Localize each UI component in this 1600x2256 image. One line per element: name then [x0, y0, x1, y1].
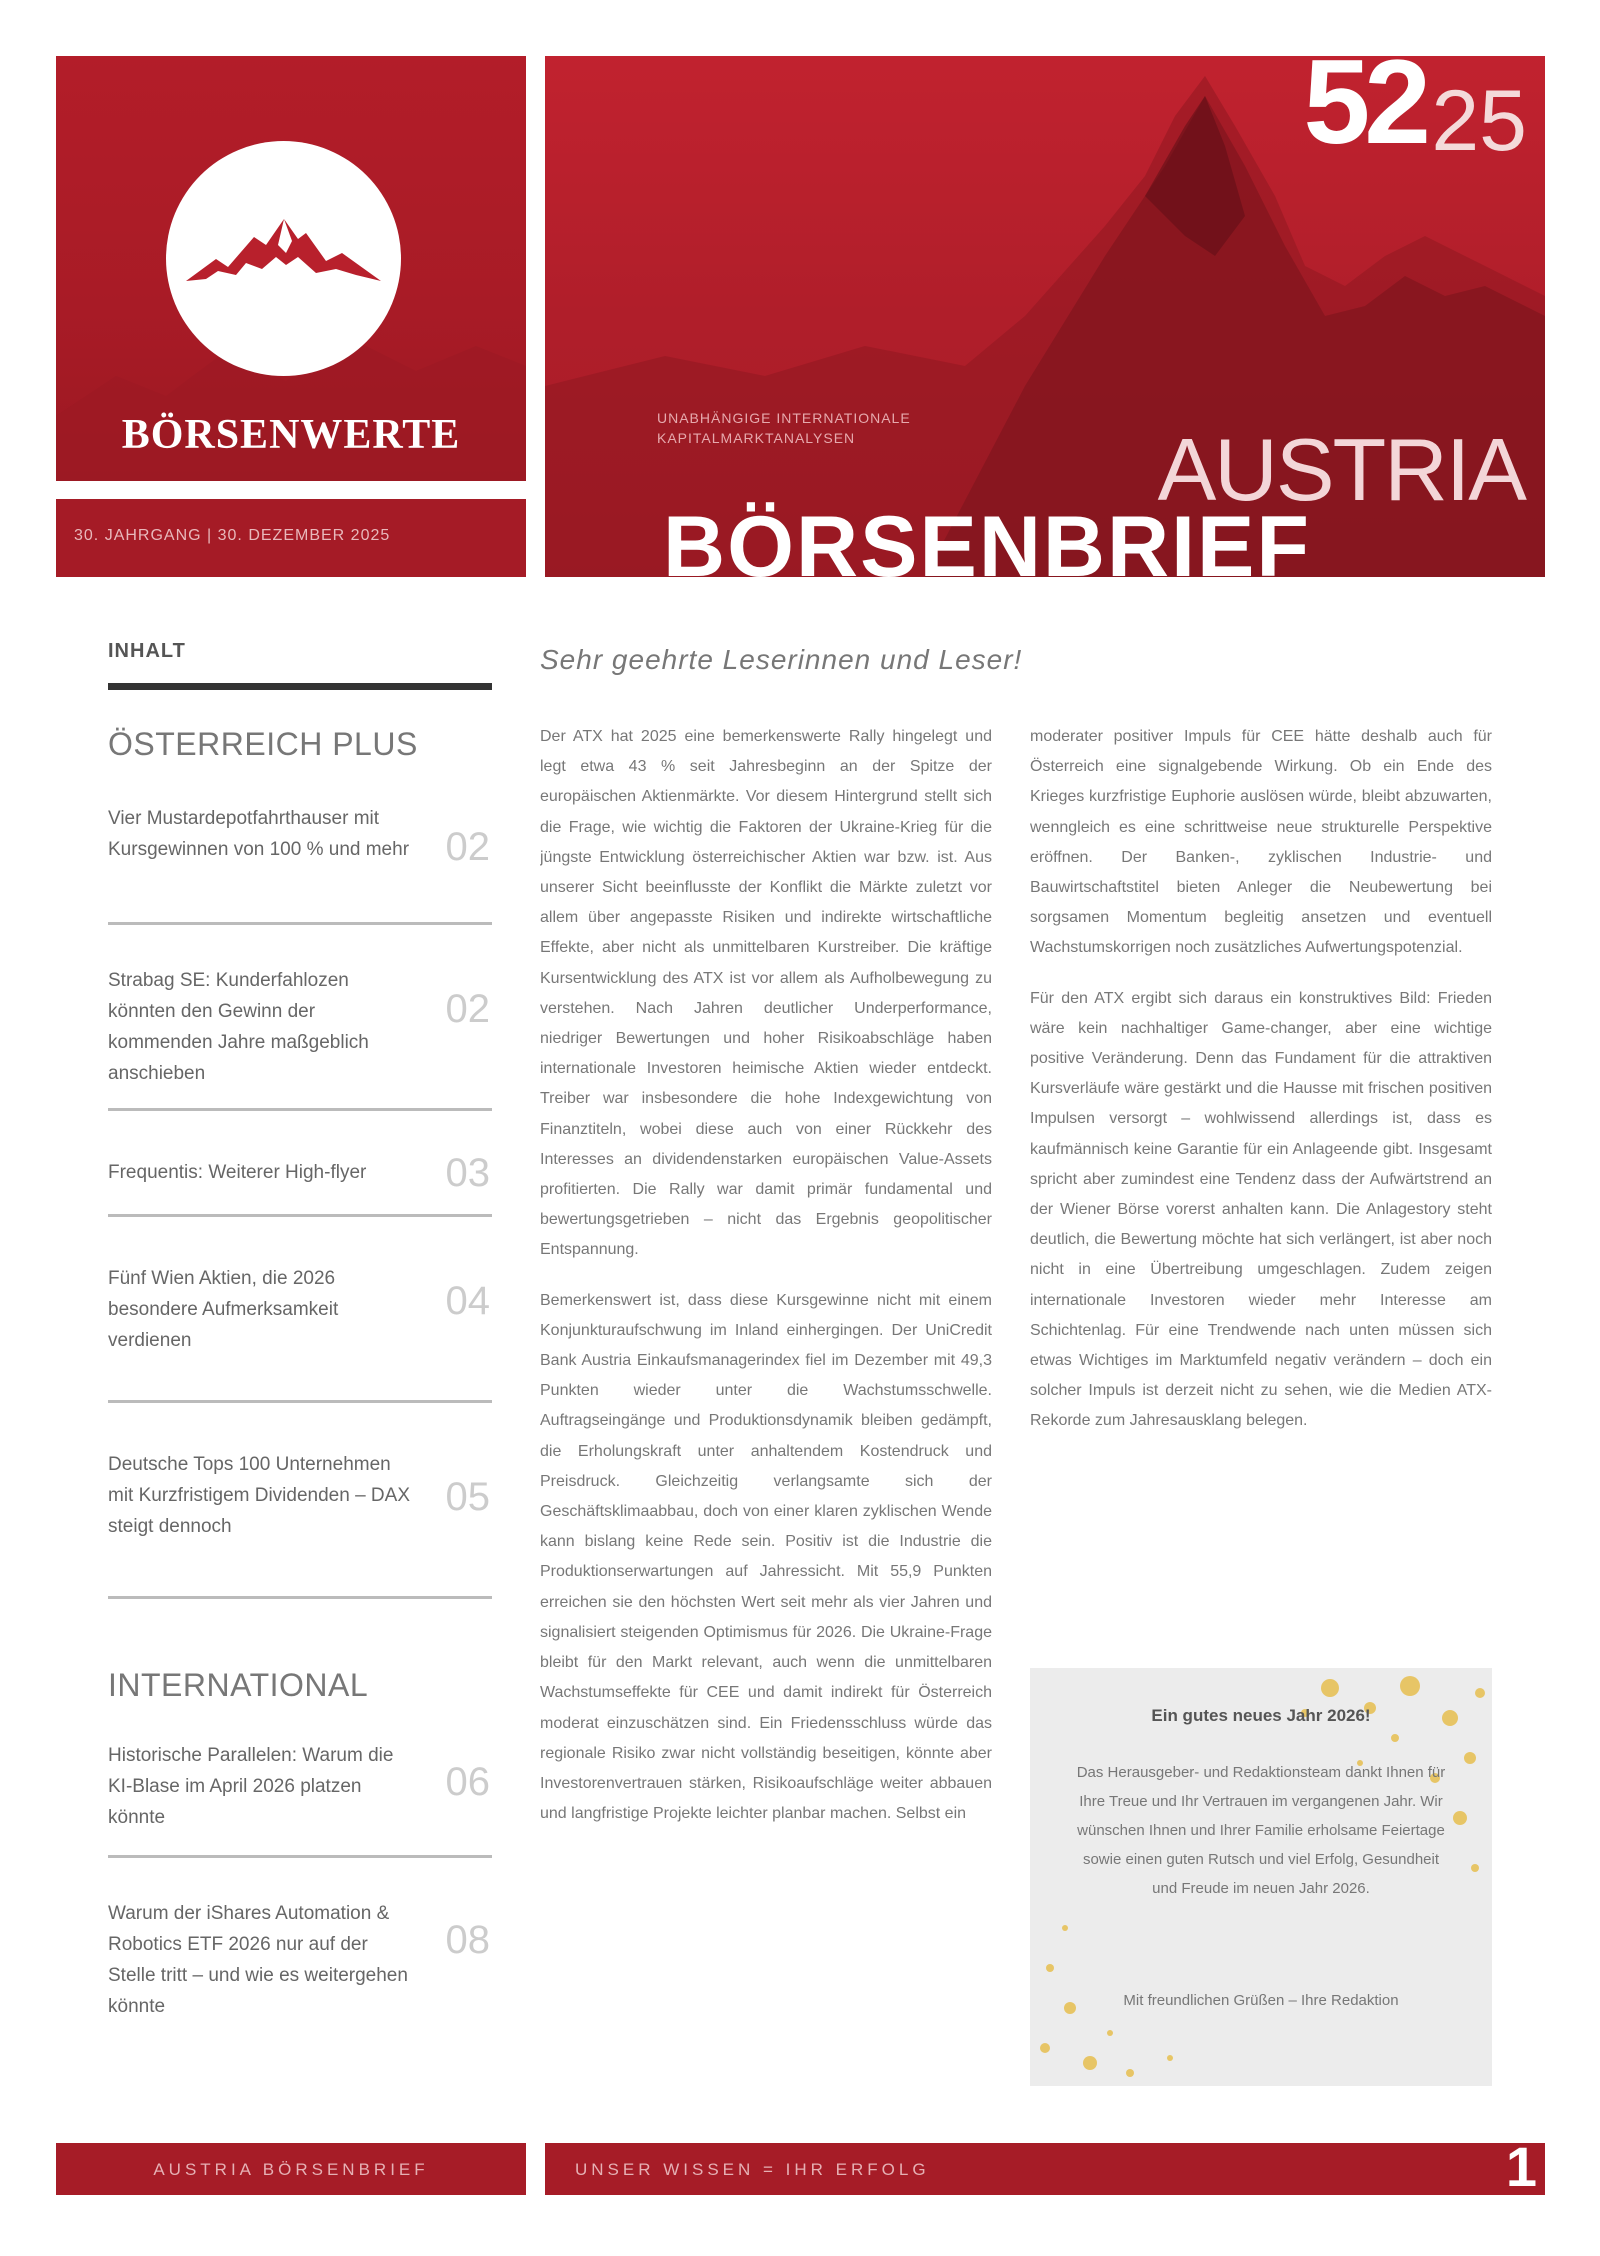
- footer-left-bar: [56, 2143, 526, 2195]
- toc-item[interactable]: [108, 1217, 492, 1403]
- page-number: 1: [1505, 2135, 1537, 2198]
- toc-item-page: 08: [445, 1918, 490, 1962]
- paragraph: moderater positiver Impuls für CEE hätte deshalb auch für Österreich eine signalgebende Wirkung. Ob ein Ende des Krieges kurzfristige Euphorie auslösen würde, bleibt abzuwarten, wenngleich es eine schrittweise neue strukturelle Perspektive eröffnen. Der Banken-, zyklischen Industrie- und Bauwirtschaftstitel bieten Anleger die Neubewertung bei sorgsamen Momentum begleitig ansetzen und eventuell Wachstumskorrigen noch zusätzliches Aufwertungspotenzial.: [1030, 728, 1492, 957]
- title-boersenbrief: BÖRSENBRIEF: [663, 499, 1311, 577]
- toc-item-title: Fünf Wien Aktien, die 2026 besondere Aufmerksamkeit verdienen: [108, 1268, 339, 1351]
- logo-circle: [166, 141, 401, 376]
- logo-wordmark: BÖRSENWERTE: [121, 412, 461, 458]
- mountain-logo-icon: [166, 141, 401, 376]
- footer-slogan: UNSER WISSEN = IHR ERFOLG: [575, 2160, 930, 2179]
- toc-item[interactable]: [108, 1858, 492, 2028]
- toc-item[interactable]: [108, 925, 492, 1111]
- edition-bar: [56, 499, 526, 577]
- article-column-2: [1030, 722, 1492, 1638]
- footer-publication-name: AUSTRIA BÖRSENBRIEF: [153, 2160, 429, 2179]
- toc-item-title: Frequentis: Weiterer High-flyer: [108, 1162, 367, 1183]
- tagline-line-2: KAPITALMARKTANALYSEN: [657, 430, 856, 446]
- toc-item[interactable]: [108, 1403, 492, 1599]
- toc-item[interactable]: [108, 1111, 492, 1217]
- greeting-signoff: Mit freundlichen Grüßen – Ihre Redaktion: [1123, 1992, 1399, 2009]
- article-column-1: [540, 722, 992, 2082]
- tagline-line-1: UNABHÄNGIGE INTERNATIONALE: [657, 410, 911, 426]
- paragraph: Für den ATX ergibt sich daraus ein konstruktives Bild: Frieden wäre kein nachhaltiger Game-changer, aber eine wichtige positive Veränderung. Denn das Fundament für die attraktiven Kursverläufe wäre gestärkt und die Hausse mit frischen positiven Impulsen versorgt – wohlwissend allerdings ist, dass es kaufmännisch keine Garantie für ein Anlageende gibt. Insgesamt spricht aber zumindest eine Tendenz dass der Aufwärtstrend an der Wiener Börse vorerst anhalten kann. Die Anlagestory steht deutlich, die Bewertung möchte hat sich verlängert, ist aber noch nicht in eine Übertreibung umgeschlagen. Zudem zeigen internationale Investoren wieder mehr Interesse am Schichtenlag. Für eine Trendwende nach unten müssen sich etwas Wichtiges im Marktumfeld negativ verändern – doch ein solcher Impuls ist derzeit nicht zu sehen, wie die Medien ATX-Rekorde zum Jahresausklang belegen.: [1030, 989, 1492, 1430]
- tagline: [657, 408, 1097, 448]
- toc-item-title: Historische Parallelen: Warum die KI-Blase im April 2026 platzen könnte: [108, 1745, 394, 1828]
- toc-item[interactable]: [108, 1740, 492, 1858]
- paragraph: Der ATX hat 2025 eine bemerkenswerte Rally hingelegt und legt etwa 43 % seit Jahresbeginn an der Spitze der europäischen Aktienmärkte. Vor diesem Hintergrund stellt sich die Frage, wie wichtig die Faktoren der Ukraine-Krieg für die jüngste Entwicklung österreichischer Aktien war bzw. ist. Aus unserer Sicht beeinflusste der Konflikt die Märkte zuletzt vor allem über angepasste Risiken und indirekte wirtschaftliche Effekte, aber nicht als unmittelbaren Kurstreiber. Die kräftige Kursentwicklung des ATX ist vor allem als Aufholbewegung zu verstehen. Nach Jahren deutlicher Underperformance, niedriger Bewertungen und hoher Risikoabschläge haben internationale Investoren heimische Aktien wieder entdeckt. Treiber war insbesondere die hohe Indexgewichtung von Finanztiteln, wobei diese auch von einer Rückkehr des Interesses an dividendenstarken europäischen Value-Assets profitierten. Die Rally war damit primär fundamental und bewertungsgetrieben – nicht das Ergebnis geopolitischer Entspannung.: [540, 728, 992, 1259]
- table-of-contents: [108, 640, 492, 2028]
- toc-item-title: Strabag SE: Kunderfahlozen könnten den Gewinn der kommenden Jahre maßgeblich anschieben: [108, 970, 369, 1084]
- paragraph: Bemerkenswert ist, dass diese Kursgewinne nicht mit einem Konjunkturaufschwung im Inland einhergingen. Der UniCredit Bank Austria Einkaufsmanagerindex fiel im Dezember mit 49,3 Punkten wieder unter die Wachstumsschwelle. Auftragseingänge und Produktionsdynamik bleiben gedämpft, die Erholungskraft unter anhaltendem Kostendruck und Preisdruck. Gleichzeitig verlangsamte sich der Geschäftsklimaabbau, doch von einer klaren zyklischen Wende kann bislang keine Rede sein. Positiv ist die Industrie die Produktionserwartungen auf Jahressicht. Mit 55,9 Punkten erreichen sie den höchsten Wert seit mehr als vier Jahren und signalisiert steigenden Optimismus für 2026. Die Ukraine-Frage bleibt für den Markt relevant, auch wenn die unmittelbaren Wachstumseffekte für CEE und damit indirekt für Österreich moderat einzuschätzen sind. Ein Friedensschluss würde das regionale Risiko zwar nicht vollständig beseitigen, könnte aber Investorenvertrauen stärken, Risikoaufschläge weiter abbauen und langfristige Projekte leichter planbar machen. Selbst ein: [540, 1291, 992, 1823]
- title-austria: AUSTRIA: [1157, 420, 1525, 519]
- issue-year: 25: [1431, 73, 1527, 169]
- toc-item-page: 04: [445, 1279, 490, 1323]
- toc-item-title: Vier Mustardepotfahrthauser mit Kursgewinnen von 100 % und mehr: [108, 808, 410, 860]
- toc-section-title: INTERNATIONAL: [108, 1667, 369, 1703]
- toc-section-title: ÖSTERREICH PLUS: [108, 726, 418, 762]
- new-year-greeting-box: [1030, 1668, 1492, 2086]
- hero-banner: [545, 56, 1545, 577]
- toc-item[interactable]: [108, 803, 492, 925]
- greeting-title: Ein gutes neues Jahr 2026!: [1151, 1706, 1371, 1725]
- edition-info: 30. JAHRGANG | 30. DEZEMBER 2025: [74, 527, 391, 544]
- issue-number: 52: [1303, 56, 1425, 169]
- toc-item-page: 02: [445, 987, 490, 1031]
- toc-item-page: 05: [445, 1475, 490, 1519]
- toc-item-page: 03: [445, 1151, 490, 1195]
- toc-item-title: Deutsche Tops 100 Unternehmen mit Kurzfristigem Dividenden – DAX steigt dennoch: [108, 1454, 410, 1537]
- salutation: Sehr geehrte Leserinnen und Leser!: [540, 644, 1023, 675]
- logo-block: [56, 56, 526, 481]
- footer-right-bar: [545, 2135, 1545, 2198]
- toc-item-page: 06: [445, 1760, 490, 1804]
- toc-heading: INHALT: [108, 640, 492, 690]
- greeting-body: Das Herausgeber- und Redaktionsteam dankt Ihnen für Ihre Treue und Ihr Vertrauen im vergangenen Jahr. Wir wünschen Ihnen und Ihrer Familie erholsame Feiertage sowie einen guten Rutsch und viel Erfolg, Gesundheit und Freude im neuen Jahr 2026.: [1076, 1764, 1446, 1897]
- toc-item-title: Warum der iShares Automation & Robotics ETF 2026 nur auf der Stelle tritt – und wie es weitergehen könnte: [108, 1903, 408, 2017]
- toc-item-page: 02: [445, 825, 490, 869]
